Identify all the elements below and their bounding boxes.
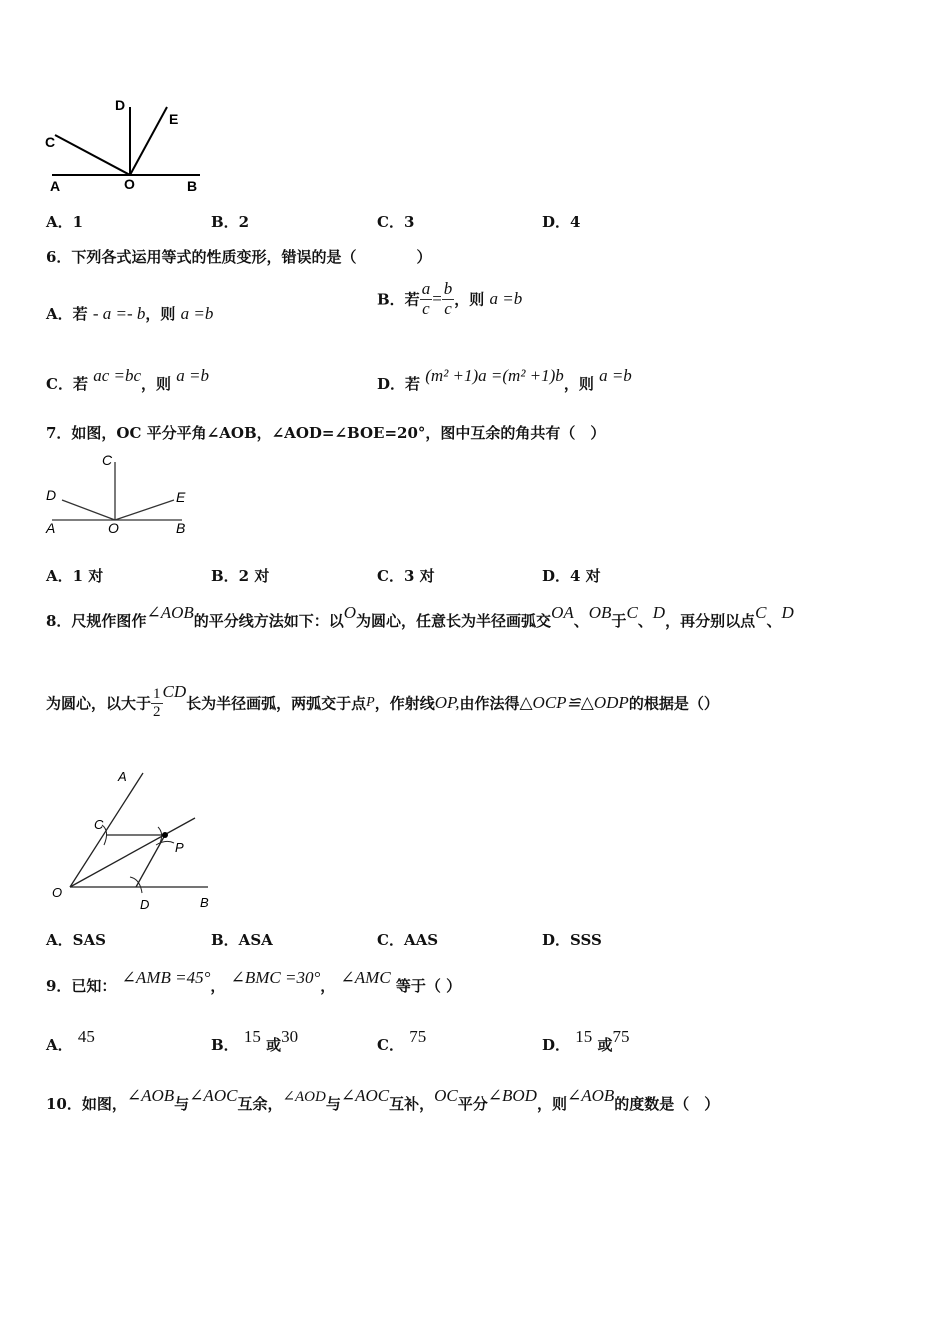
- q8-option-c: C．AAS: [377, 931, 439, 949]
- q6b-den2: c: [444, 298, 452, 318]
- q8-ob: OB: [588, 603, 612, 622]
- q5-option-c: C．3: [377, 213, 415, 231]
- q7-fig-o: O: [108, 520, 119, 536]
- q8-fig-a: A: [118, 769, 127, 784]
- q9-c2: ，: [320, 977, 336, 995]
- q6a-label: A．若: [46, 305, 88, 323]
- fig5-label-b: B: [187, 178, 198, 194]
- q8-half: [151, 686, 163, 720]
- q8-c2: C: [755, 603, 767, 622]
- q8-oa: OA: [551, 603, 574, 622]
- q9-m2: ∠BMC =30°: [230, 968, 321, 987]
- q6-option-d: [377, 366, 632, 394]
- q8-c: C: [626, 603, 638, 622]
- q8-angle: ∠AOB: [146, 603, 194, 622]
- q6b-den1: c: [422, 298, 430, 318]
- q6d-label: D．若: [377, 375, 421, 393]
- q8-l2c: ，作射线: [374, 694, 435, 713]
- q6-option-b: [377, 280, 522, 318]
- q5-option-a: A．1: [46, 213, 84, 231]
- q8-cong: △OCP≌△ODP: [519, 693, 629, 712]
- q6c-mid: ，则: [141, 375, 172, 393]
- q6a-math1: - a =- b: [92, 304, 146, 323]
- q9b-label: B．: [211, 1036, 239, 1054]
- q6d-mid: ，则: [563, 375, 594, 393]
- q9d-v1: 15: [575, 1027, 593, 1046]
- q6b-frac2: [442, 280, 455, 318]
- q8-option-b: B．ASA: [211, 931, 273, 949]
- q7-option-a: A．1 对: [46, 567, 104, 585]
- q8-p5: ，再分别以点: [665, 612, 756, 630]
- q8-op: OP,: [434, 693, 460, 712]
- q6a-math2: a =b: [180, 304, 214, 323]
- q9-m3: ∠AMC: [340, 968, 391, 987]
- q9-p1: 9．已知：: [46, 977, 117, 995]
- fig5-label-o: O: [124, 176, 135, 192]
- q9c-label: C．: [377, 1036, 404, 1054]
- q9-m1: ∠AMB =45°: [121, 968, 211, 987]
- q10-p4: 与: [325, 1095, 341, 1113]
- q6-stem: 6．下列各式运用等式的性质变形，错误的是（ ）: [46, 248, 432, 266]
- q8-line1: [46, 603, 794, 631]
- q8-l2a: 为圆心，以大于: [46, 694, 152, 713]
- q7-stem: 7．如图，OC 平分平角∠AOB，∠AOD=∠BOE=20°，图中互余的角共有（ ）: [46, 424, 606, 442]
- q6c-math1: ac =bc: [93, 366, 141, 385]
- q6b-num2: b: [443, 279, 453, 298]
- q8-fig-c: C: [94, 817, 104, 832]
- q7-fig-c: C: [102, 452, 113, 468]
- fig5-label-d: D: [115, 97, 126, 113]
- q6b-eq: =: [432, 289, 442, 309]
- q8-d: D: [652, 603, 666, 622]
- fig5-label-c: C: [45, 134, 56, 150]
- q10-p6: 平分: [457, 1095, 488, 1113]
- q9-option-a: [46, 1027, 95, 1055]
- q8-option-d: D．SSS: [542, 931, 602, 949]
- fig5-label-e: E: [169, 111, 179, 127]
- q8-half-num: 1: [153, 686, 161, 702]
- q7-fig-a: A: [46, 520, 56, 536]
- q5-option-b: B．2: [211, 213, 250, 231]
- q9c-val: 75: [409, 1027, 427, 1046]
- q8-sep1: 、: [573, 612, 589, 630]
- q8-l2e: 的根据是（）: [628, 694, 719, 713]
- q6d-math1: (m² +1)a =(m² +1)b: [425, 366, 564, 385]
- q9d-v2: 75: [612, 1027, 630, 1046]
- q6b-label: B．若: [377, 290, 420, 309]
- q9a-label: A．: [46, 1036, 73, 1054]
- q8-option-a: A．SAS: [46, 931, 106, 949]
- q10-m7: ∠AOB: [566, 1086, 615, 1105]
- q10-m6: ∠BOD: [487, 1086, 537, 1105]
- q7-fig-e: E: [176, 489, 186, 505]
- q10-m2: ∠AOC: [189, 1086, 238, 1105]
- q8-figure: [40, 765, 230, 915]
- q7-option-b: B．2 对: [211, 567, 270, 585]
- q8-cd: CD: [162, 682, 187, 701]
- q9-c1: ，: [210, 977, 226, 995]
- q10-m5: OC: [434, 1086, 458, 1105]
- q8-fig-p: P: [175, 840, 184, 855]
- q10-p1: 10．如图，: [46, 1095, 127, 1113]
- q7-fig-d: D: [46, 487, 57, 503]
- fig5-label-a: A: [50, 178, 61, 194]
- q8-fig-o: O: [52, 885, 63, 900]
- q10-p5: 互补，: [389, 1095, 435, 1113]
- q10-p7: ，则: [536, 1095, 567, 1113]
- q7-option-d: D．4 对: [542, 567, 601, 585]
- q9b-v1: 15: [243, 1027, 261, 1046]
- q5-option-d: D．4: [542, 213, 581, 231]
- q9d-or: 或: [597, 1036, 613, 1054]
- q8-p2: 的平分线方法如下：以: [193, 612, 344, 630]
- q8-l2b: 长为半径画弧，两弧交于点: [186, 694, 367, 713]
- q6b-frac1: [420, 280, 433, 318]
- q8-l2d: 由作法得: [459, 694, 520, 713]
- q9-option-c: [377, 1027, 427, 1055]
- q9d-label: D．: [542, 1036, 571, 1054]
- q8-p: P: [366, 695, 375, 710]
- q9-p2: 等于（ ）: [395, 977, 462, 995]
- q10-m4: ∠AOC: [340, 1086, 390, 1105]
- q8-line2: [46, 682, 719, 720]
- q9-stem: [46, 968, 462, 996]
- q9b-v2: 30: [281, 1027, 299, 1046]
- q8-p1: 8．尺规作图作: [46, 612, 147, 630]
- q10-p3: 互余，: [237, 1095, 283, 1113]
- q5-figure: [40, 95, 210, 200]
- q6d-math2: a =b: [599, 366, 632, 385]
- q6c-math2: a =b: [176, 366, 209, 385]
- q6c-label: C．若: [46, 375, 88, 393]
- q8-sep2: 、: [637, 612, 653, 630]
- q8-p4: 于: [611, 612, 627, 630]
- q8-fig-b: B: [200, 895, 209, 910]
- q9-option-b: [211, 1027, 299, 1055]
- q10-p2: 与: [174, 1095, 190, 1113]
- q8-fig-d: D: [140, 897, 150, 912]
- q8-half-den: 2: [153, 703, 161, 720]
- q6b-mid: ，则: [454, 290, 485, 309]
- q9b-or: 或: [266, 1036, 282, 1054]
- q8-p3: 为圆心，任意长为半径画弧交: [356, 612, 552, 630]
- q7-option-c: C．3 对: [377, 567, 435, 585]
- q6b-math2: a =b: [489, 289, 523, 309]
- q6-option-c: [46, 366, 209, 394]
- q6-option-a: [46, 303, 213, 324]
- q10-stem: [46, 1086, 720, 1114]
- q6a-mid: ，则: [145, 305, 176, 323]
- q7-figure: [40, 450, 200, 540]
- q9a-val: 45: [77, 1027, 95, 1046]
- q10-m3: ∠AOD: [282, 1089, 326, 1105]
- q6b-num1: a: [421, 279, 431, 298]
- q10-p8: 的度数是（ ）: [614, 1095, 720, 1113]
- q8-d2: D: [781, 603, 794, 622]
- q7-fig-b: B: [176, 520, 186, 536]
- q10-m1: ∠AOB: [126, 1086, 175, 1105]
- q8-o: O: [343, 603, 357, 622]
- q8-sep3: 、: [766, 612, 782, 630]
- q9-option-d: [542, 1027, 630, 1055]
